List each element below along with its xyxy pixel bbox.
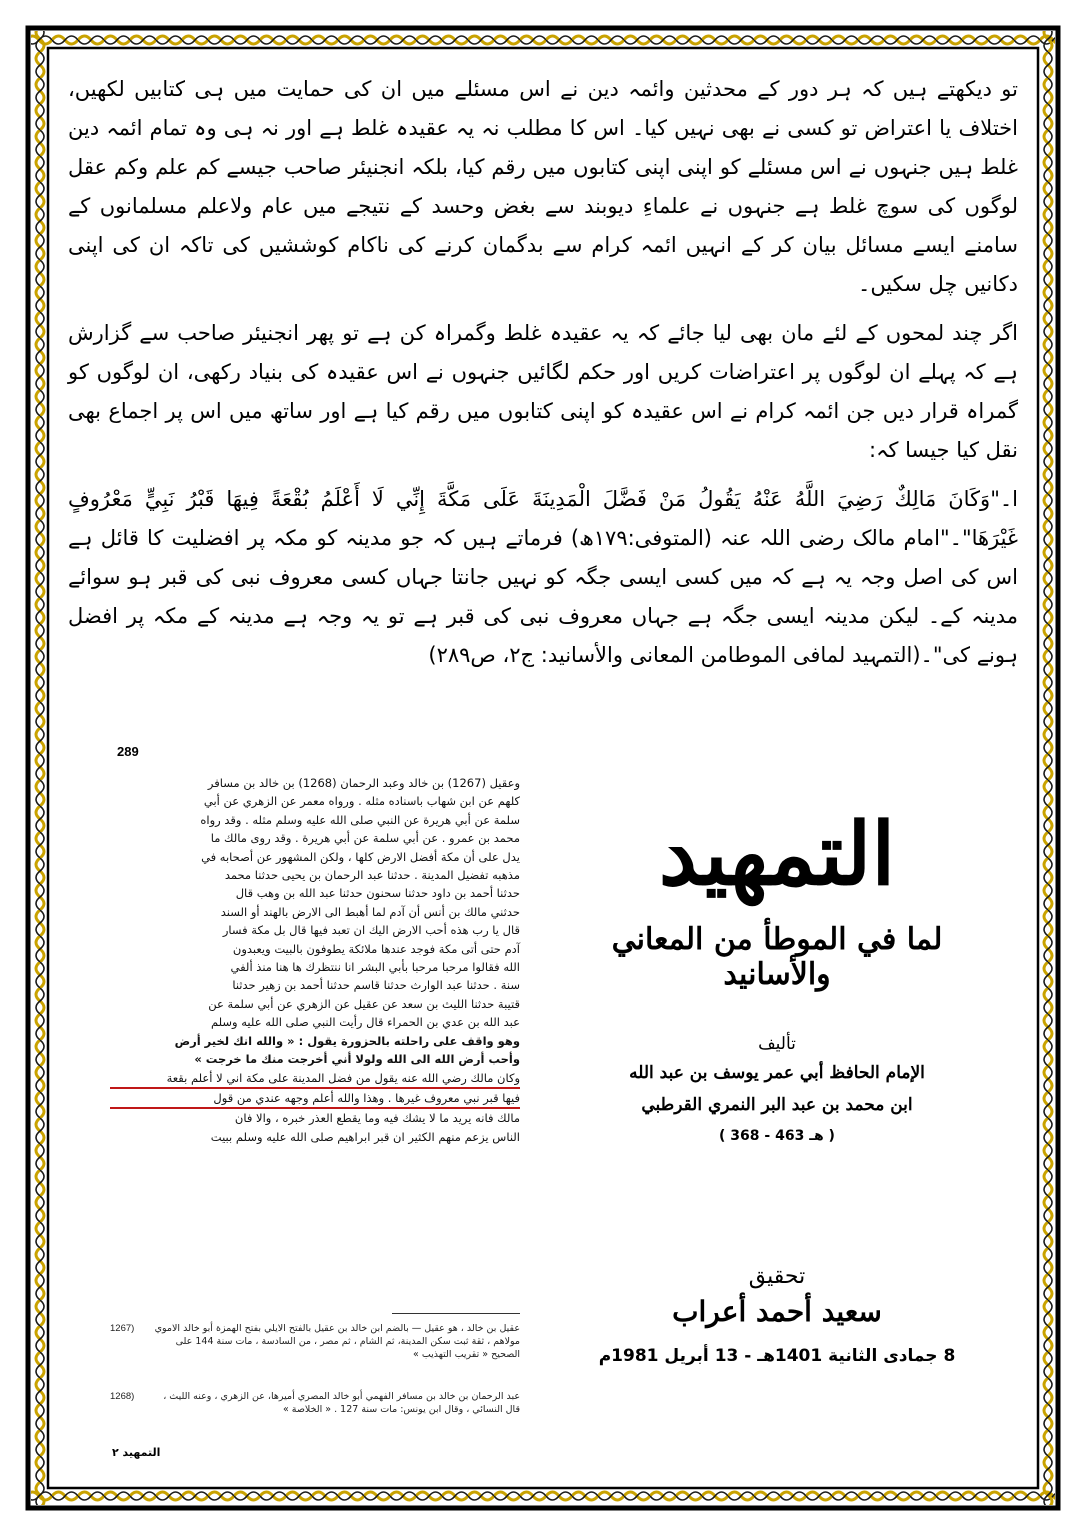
book-cover [562,800,992,1366]
footnote-number: 1268) [110,1391,135,1402]
arabic-line: وهو واقف على راحلته بالحزورة يقول : « والله انك لخير أرض [174,1033,520,1048]
footnote-number: 1267) [110,1323,135,1334]
cover-subtitle: لما في الموطأ من المعاني والأسانيد [611,922,943,992]
arabic-line: سنة . حدثنا عبد الوارث حدثنا قاسم حدثنا أحمد بن زهير حدثنا [232,978,520,993]
highlighted-line: وكان مالك رضي الله عنه يقول من فضل المدينة على مكة اني لا أعلم بقعة [110,1069,520,1089]
arabic-line: يدل على أن مكة أفضل الارض كلها ، ولكن المشهور عن أصحابه في [201,849,520,864]
arabic-line: وعقيل (1267) بن خالد وعبد الرحمان (1268) بن خالد بن مسافر [207,776,520,790]
arabic-line: حدثنا أحمد بن داود حدثنا سحنون حدثنا عبد الله بن وهب قال [235,886,520,901]
footnote-divider [392,1313,520,1314]
arabic-line: الله فقالوا مرحبا مرحبا بأبي البشر انا ننتظرك ها هنا منذ ألفي [230,960,520,975]
arabic-line: عبد الله بن عدي بن الحمراء قال رأيت النبي صلى الله عليه وسلم [210,1015,520,1030]
arabic-line: الناس يزعم منهم الكثير ان قبر ابراهيم صلى الله عليه وسلم ببيت [210,1129,520,1144]
arabic-text-column [110,774,520,1146]
arabic-line: كلهم عن ابن شهاب باسناده مثله . ورواه معمر عن الزهري عن أبي [203,794,520,809]
footnote-text: عبد الرحمان بن خالد بن مسافر الفهمي أبو خالد المصري أميرها، عن الزهري ، وعنه الليث ، قال النسائي ، وقال ابن يونس: مات سنة 127 . « الخلاصة » [163,1391,520,1415]
book-scan [92,740,997,1476]
arabic-line: آدم حتى أتى مكة فوجد عندها ملائكة يطوفون بالبيت ويعبدون [232,941,520,956]
arabic-line: سلمة عن أبي هريرة عن النبي صلى الله عليه وسلم مثله . وقد رواه [200,812,520,827]
arabic-line: وأحب أرض الله الى الله ولولا أني أخرجت منك ما خرجت » [194,1052,520,1067]
arabic-line: قتيبة حدثنا الليث بن سعد عن عقيل عن الزهري عن أبي سلمة عن [208,996,520,1011]
urdu-paragraph: ا۔"وَكَانَ مَالِكٌ رَضِيَ اللَّهُ عَنْهُ يَقُولُ مَنْ فَضَّلَ الْمَدِينَةَ عَلَى مَكَّةَ إِنِّي لَا أَعْلَمُ بُقْعَةً فِيهَا قَبْرُ نَبِيٍّ مَعْرُوفٍ غَيْرَهَا"۔"امام مالک رضی اللہ عنہ (المتوفی:۱۷۹ھ) فرماتے ہیں کہ جو مدینہ کو مکہ پر افضلیت کا قائل ہے اس کی اصل وجہ یہ ہے کہ میں کسی ایسی جگہ کو نہیں جانتا جہاں کسی معروف نبی کی قبر ہو سوائے مدینہ کے۔ لیکن مدینہ ایسی جگہ ہے جہاں معروف نبی کی قبر ہے تو یہ وجہ ہے مدینہ کے مکہ پر افضل ہونے کی"۔(التمہید لمافی الموطامن المعانی والأسانید: ج۲، ص۲۸۹) [68,487,1019,667]
arabic-line: محمد بن عمرو . عن أبي سلمة عن أبي هريرة . وقد روى مالك ما [210,831,520,846]
cover-author: الإمام الحافظ أبي عمر يوسف بن عبد الله [629,1063,925,1083]
page-number: 289 [117,744,139,759]
footnote [110,1390,520,1416]
urdu-paragraph: تو دیکھتے ہیں کہ ہر دور کے محدثین وائمہ دین نے اس مسئلے میں ان کی حمایت میں ہی کتابیں لکھیں، اختلاف یا اعتراض تو کسی نے بھی نہیں کیا۔ اس کا مطلب نہ یہ عقیدہ غلط ہے اور نہ ہی وہ تمام ائمہ دین غلط ہیں جنہوں نے اس مسئلے کو اپنی اپنی کتابوں میں رقم کیا، بلکہ انجنیئر صاحب جیسے کم علم وکم عقل لوگوں کی سوچ غلط ہے جنہوں نے علماءِ دیوبند سے بغض وحسد کے نتیجے میں عام ولاعلم مسلمانوں کے سامنے ایسے مسائل بیان کر کے انہیں ائمہ کرام سے بدگمان کرنے کی ناکام کوششیں کی تاکہ ان کی اپنی دکانیں چل سکیں۔ [68,77,1018,296]
urdu-paragraph: اگر چند لمحوں کے لئے مان بھی لیا جائے کہ یہ عقیدہ غلط وگمراہ کن ہے تو پھر انجنیئر صاحب سے گزارش ہے کہ پہلے ان لوگوں پر اعتراضات کریں اور حکم لگائیں جنہوں نے اس عقیدہ کی بنیاد رکھی، ان لوگوں کو گمراہ قرار دیں جن ائمہ کرام نے اس عقیدہ کو اپنی کتابوں میں رقم کیا ہے اور ساتھ میں اس پر اجماع بھی نقل کیا جیسا کہ: [68,321,1018,462]
page-footer: التمهيد ٢ [112,1446,161,1459]
cover-publish-date: 8 جمادى الثانية 1401هـ - 13 أبريل 1981م [598,1346,956,1366]
arabic-line: قال يا رب هذه أحب الارض اليك ان تعبد فيها قال بل مكة فسار [222,923,520,938]
arabic-line: مالك فانه يريد ما لا يشك فيه وما يقطع العذر خبره ، والا فان [234,1111,520,1126]
footnote-text: عقيل بن خالد ، هو عقيل — بالضم ابن خالد بن عقيل بالفتح الايلي بفتح الهمزة أبو خالد الاموي مولاهم ، ثقة ثبت سكن المدينة، ثم الشام ، ثم مصر ، من السادسة ، مات سنة 144 على الصحيح « تقريب التهذيب » [154,1323,520,1360]
arabic-line: حدثني مالك بن أنس أن آدم لما أهبط الى الارض بالهند أو السند [220,904,520,919]
cover-author-dates: ( 368 - 463 هـ ) [719,1128,835,1144]
cover-author: ابن محمد بن عبد البر النمري القرطبي [641,1095,913,1115]
cover-talif: تأليف [758,1034,796,1054]
highlighted-line: فيها قبر نبي معروف غيرها . وهذا والله أعلم وجهه عندي من قول [110,1089,520,1109]
arabic-line: مذهبه تفضيل المدينة . حدثنا عبد الرحمان بن يحيى حدثنا محمد [224,868,520,883]
cover-title: التمهيد [658,804,896,905]
footnote [110,1322,520,1361]
cover-editor: سعيد أحمد أعراب [672,1295,882,1328]
cover-tahqiq: تحقيق [748,1264,806,1289]
urdu-article [68,70,1018,685]
